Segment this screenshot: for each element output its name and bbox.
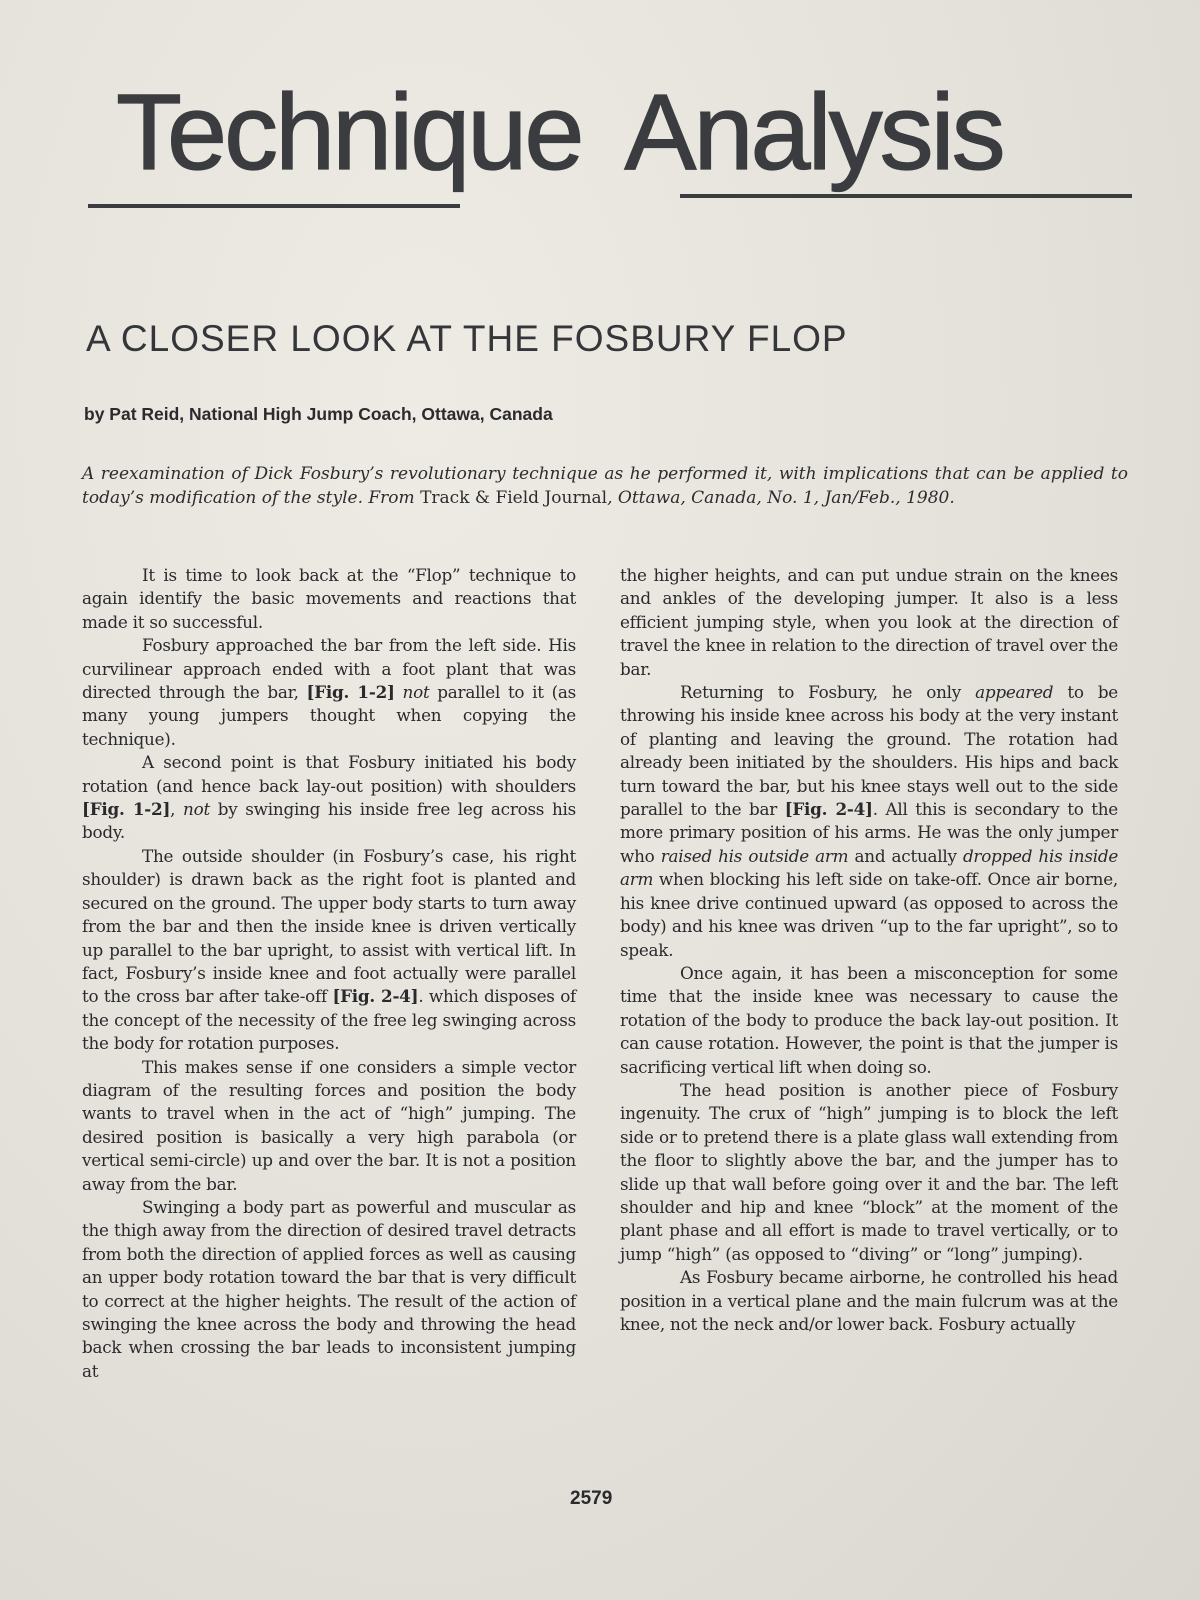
- figure-reference: [Fig. 1-2]: [82, 799, 171, 820]
- paragraph: A second point is that Fosbury initiated his body rotation (and hence back lay-out position) with shoulders [Fig. 1-2], not by swinging his inside free leg across his body.: [82, 752, 577, 843]
- masthead-rule-left: [88, 204, 460, 208]
- paragraph: Returning to Fosbury, he only appeared to be throwing his inside knee across his body at the very instant of planting and leaving the ground. The rotation had already been initiated by the shoulders. His hips and back turn toward the bar, but his knee stays well out to the side parallel to the bar [Fig. 2-4]. All this is secondary to the more primary position of his arms. He was the only jumper who raised his outside arm and actually dropped his inside arm when blocking his left side on take-off. Once air borne, his knee drive continued upward (as opposed to across the body) and his knee was driven “up to the far upright”, so to speak.: [620, 682, 1118, 960]
- page-number: 2579: [570, 1488, 613, 1509]
- paragraph: As Fosbury became airborne, he controlled his head position in a vertical plane and the main fulcrum was at the knee, not the neck and/or lower back. Fosbury actually: [620, 1267, 1118, 1334]
- paragraph: the higher heights, and can put undue strain on the knees and ankles of the developing jumper. It also is a less efficient jumping style, when you look at the direction of travel the knee in relation to the direction of travel over the bar.: [620, 565, 1118, 679]
- body-column-left: [82, 564, 576, 1383]
- figure-reference: [Fig. 2-4]: [784, 799, 873, 820]
- paragraph: Swinging a body part as powerful and muscular as the thigh away from the direction of desired travel detracts from both the direction of applied forces as well as causing an upper body rotation toward the bar that is very difficult to correct at the higher heights. The result of the action of swinging the knee across the body and throwing the head back when crossing the bar leads to inconsistent jumping at: [82, 1196, 576, 1381]
- section-masthead: [88, 71, 1118, 224]
- body-column-right: [620, 564, 1118, 1336]
- figure-reference: [Fig. 2-4]: [332, 986, 419, 1007]
- figure-reference: [Fig. 1-2]: [306, 682, 395, 703]
- paragraph: Once again, it has been a misconception for some time that the inside knee was necessary to cause the rotation of the body to produce the back lay-out position. It can cause rotation. However, the point is that the jumper is sacrificing vertical lift when doing so.: [620, 962, 1118, 1077]
- abstract-text-2: , Ottawa, Canada, No. 1, Jan/Feb., 1980.: [607, 487, 955, 508]
- section-title: Technique Analysis: [116, 71, 1003, 192]
- abstract-source: Track & Field Journal: [420, 487, 608, 508]
- article-title: A CLOSER LOOK AT THE FOSBURY FLOP: [86, 318, 848, 359]
- abstract-text-1: A reexamination of Dick Fosbury’s revolutionary technique as he performed it, with implications that can be applied to today’s modification of the style. From: [82, 464, 1128, 508]
- masthead-rule-right: [680, 194, 1132, 198]
- paragraph: The head position is another piece of Fosbury ingenuity. The crux of “high” jumping is to block the left side or to pretend there is a plate glass wall extending from the floor to slightly above the bar, and the jumper has to slide up that wall before going over it and the bar. The left shoulder and hip and knee “block” at the moment of the plant phase and all effort is made to travel vertically, or to jump “high” (as opposed to “diving” or “long” jumping).: [620, 1079, 1118, 1264]
- paragraph: It is time to look back at the “Flop” technique to again identify the basic movements and reactions that made it so successful.: [82, 565, 576, 632]
- paragraph: Fosbury approached the bar from the left side. His curvilinear approach ended with a foot plant that was directed through the bar, [Fig. 1-2] not parallel to it (as many young jumpers thought when copying the technique).: [82, 635, 576, 749]
- paragraph: This makes sense if one considers a simple vector diagram of the resulting forces and position the body wants to travel when in the act of “high” jumping. The desired position is basically a very high parabola (or vertical semi-circle) up and over the bar. It is not a position away from the bar.: [82, 1056, 576, 1194]
- article-abstract: [82, 463, 1128, 510]
- article-byline: by Pat Reid, National High Jump Coach, Ottawa, Canada: [84, 404, 553, 424]
- paragraph: The outside shoulder (in Fosbury’s case, his right shoulder) is drawn back as the right foot is planted and secured on the ground. The upper body starts to turn away from the bar and then the inside knee is driven vertically up parallel to the bar upright, to assist with vertical lift. In fact, Fosbury’s inside knee and foot actually were parallel to the cross bar after take-off [Fig. 2-4]. which disposes of the concept of the necessity of the free leg swinging across the body for rotation purposes.: [82, 845, 577, 1054]
